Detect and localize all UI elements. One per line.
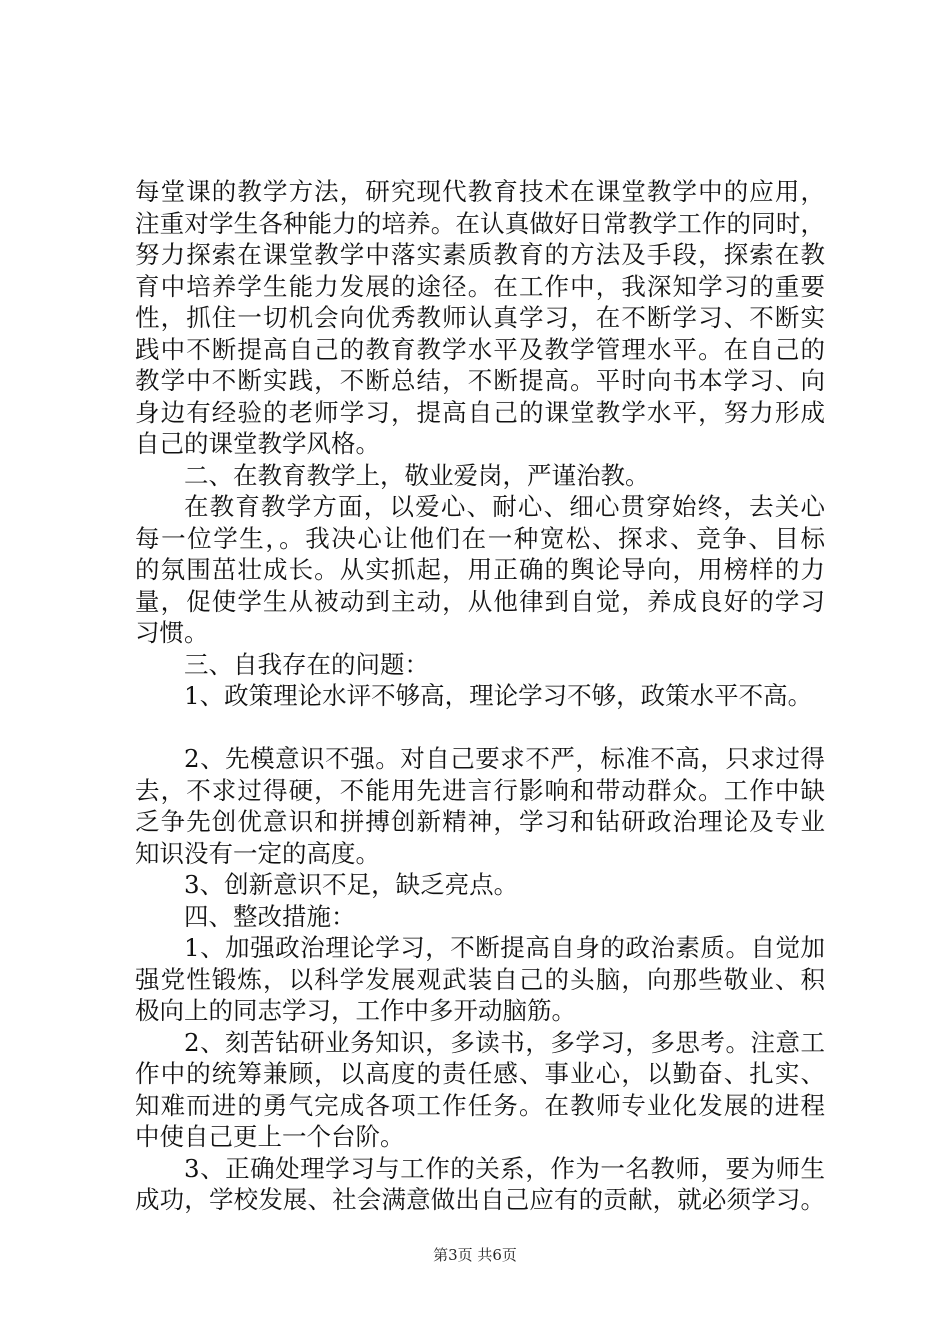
text-line: 中使自己更上一个台阶。 <box>135 1122 405 1151</box>
blank-line <box>135 712 825 744</box>
text-line: 作中的统筹兼顾，以高度的责任感、事业心，以勤奋、扎实、 <box>135 1059 825 1088</box>
text-line: 身边有经验的老师学习，提高自己的课堂教学水平，努力形成 <box>135 397 825 427</box>
text-line: 注重对学生各种能力的培养。在认真做好日常教学工作的同时， <box>135 208 825 238</box>
text-line: 践中不断提高自己的教育教学水平及教学管理水平。在自己的 <box>135 334 825 364</box>
text-line: 自己的课堂教学风格。 <box>135 429 380 458</box>
section-heading-4: 四、整改措施： <box>184 901 356 931</box>
list-item-2: 2、先模意识不强。对自己要求不严，标准不高，只求过得 <box>184 744 825 773</box>
text-line: 去，不求过得硬，不能用先进言行影响和带动群众。工作中缺 <box>135 775 825 805</box>
text-line: 知难而进的勇气完成各项工作任务。在教师专业化发展的进程 <box>135 1090 825 1120</box>
text-line: 成功，学校发展、社会满意做出自己应有的贡献，就必须学习。 <box>135 1185 825 1214</box>
list-item-1: 1、政策理论水评不够高，理论学习不够，政策水平不高。 <box>184 681 813 710</box>
text-line: 量，促使学生从被动到主动，从他律到自觉，养成良好的学习 <box>135 586 825 616</box>
list-item-3: 3、创新意识不足，缺乏亮点。 <box>184 870 519 899</box>
text-line: 习惯。 <box>135 618 209 647</box>
text-line: 的氛围茁壮成长。从实抓起，用正确的舆论导向，用榜样的力 <box>135 555 825 584</box>
text-line: 性，抓住一切机会向优秀教师认真学习，在不断学习、不断实 <box>135 303 825 332</box>
text-line: 育中培养学生能力发展的途径。在工作中，我深知学习的重要 <box>135 271 825 301</box>
text-line: 在教育教学方面，以爱心、耐心、细心贯穿始终，去关心 <box>184 492 825 521</box>
text-line: 努力探索在课堂教学中落实素质教育的方法及手段，探索在教 <box>135 240 825 269</box>
text-line: 每堂课的教学方法，研究现代教育技术在课堂教学中的应用， <box>135 177 825 206</box>
section-heading-2: 二、在教育教学上，敬业爱岗，严谨治教。 <box>184 460 650 490</box>
text-line: 乏争先创优意识和拼搏创新精神，学习和钻研政治理论及专业 <box>135 807 825 836</box>
text-line: 极向上的同志学习，工作中多开动脑筋。 <box>135 996 576 1025</box>
text-line: 知识没有一定的高度。 <box>135 838 380 868</box>
measure-item-3: 3、正确处理学习与工作的关系，作为一名教师，要为师生 <box>184 1153 825 1183</box>
document-body <box>135 176 825 1216</box>
section-heading-3: 三、自我存在的问题： <box>184 649 429 679</box>
page-number-footer: 第3页 共6页 <box>433 1246 517 1264</box>
text-line: 教学中不断实践，不断总结，不断提高。平时向书本学习、向 <box>135 366 825 395</box>
text-line: 强党性锻炼，以科学发展观武装自己的头脑，向那些敬业、积 <box>135 964 825 994</box>
measure-item-2: 2、刻苦钻研业务知识，多读书，多学习，多思考。注意工 <box>184 1027 825 1057</box>
text-line: 每一位学生，。我决心让他们在一种宽松、探求、竞争、目标 <box>135 523 825 553</box>
measure-item-1: 1、加强政治理论学习，不断提高自身的政治素质。自觉加 <box>184 933 825 962</box>
